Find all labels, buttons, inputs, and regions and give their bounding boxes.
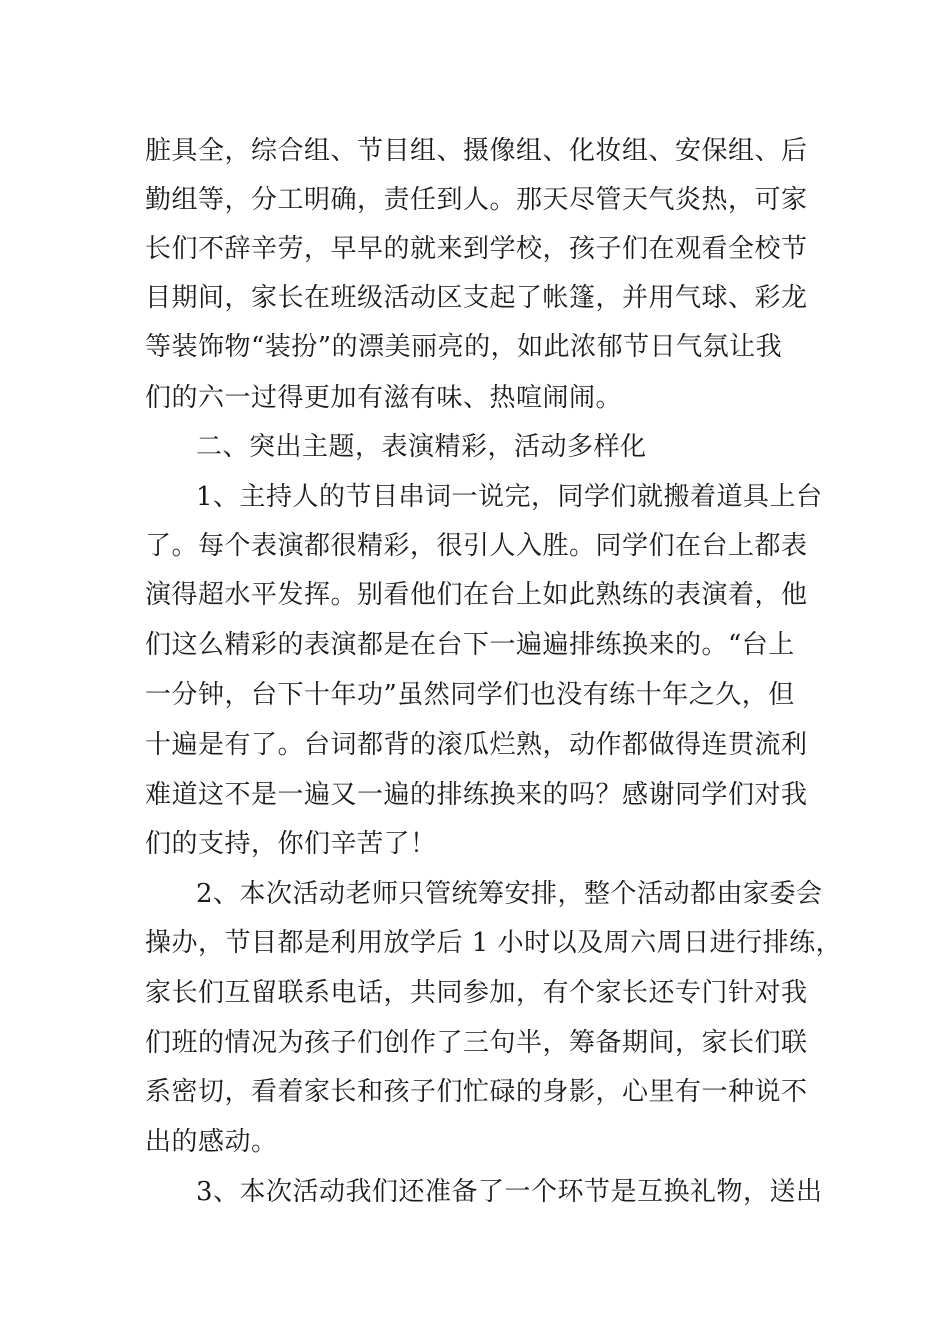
text-line: 难道这不是一遍又一遍的排练换来的吗？感谢同学们对我 (145, 780, 808, 810)
text-line: 十遍是有了。台词都背的滚瓜烂熟，动作都做得连贯流利 (145, 730, 808, 760)
text-line: 们这么精彩的表演都是在台下一遍遍排练换来的。“台上 (145, 630, 795, 660)
text-line: 出的感动。 (145, 1127, 278, 1157)
text-line: 等装饰物“装扮”的漂美丽亮的，如此浓郁节日气氛让我 (145, 332, 783, 362)
text-line: 勤组等，分工明确，责任到人。那天尽管天气炎热，可家 (145, 185, 808, 215)
text-line: 们班的情况为孩子们创作了三句半，筹备期间，家长们联 (145, 1028, 808, 1058)
text-line: 系密切，看着家长和孩子们忙碌的身影，心里有一种说不 (145, 1077, 808, 1107)
section-heading: 二、突出主题，表演精彩，活动多样化 (196, 432, 647, 462)
text-line: 2、本次活动老师只管统筹安排，整个活动都由家委会 (196, 879, 823, 909)
text-line: 长们不辞辛劳，早早的就来到学校，孩子们在观看全校节 (145, 234, 808, 264)
text-line: 们的支持，你们辛苦了！ (145, 829, 437, 859)
text-line: 演得超水平发挥。别看他们在台上如此熟练的表演着，他 (145, 580, 808, 610)
text-line: 了。每个表演都很精彩，很引人入胜。同学们在台上都表 (145, 531, 808, 561)
text-line: 家长们互留联系电话，共同参加，有个家长还专门针对我 (145, 978, 808, 1008)
text-line: 操办，节目都是利用放学后 1 小时以及周六周日进行排练， (145, 928, 843, 958)
text-line: 1、主持人的节目串词一说完，同学们就搬着道具上台 (196, 482, 823, 512)
text-line: 目期间，家长在班级活动区支起了帐篷，并用气球、彩龙 (145, 283, 808, 313)
text-line: 脏具全，综合组、节目组、摄像组、化妆组、安保组、后 (145, 136, 808, 166)
text-line: 一分钟，台下十年功”虽然同学们也没有练十年之久，但 (145, 680, 795, 710)
text-line: 们的六一过得更加有滋有味、热喧闹闹。 (145, 383, 623, 413)
text-line: 3、本次活动我们还准备了一个环节是互换礼物，送出 (196, 1177, 823, 1207)
